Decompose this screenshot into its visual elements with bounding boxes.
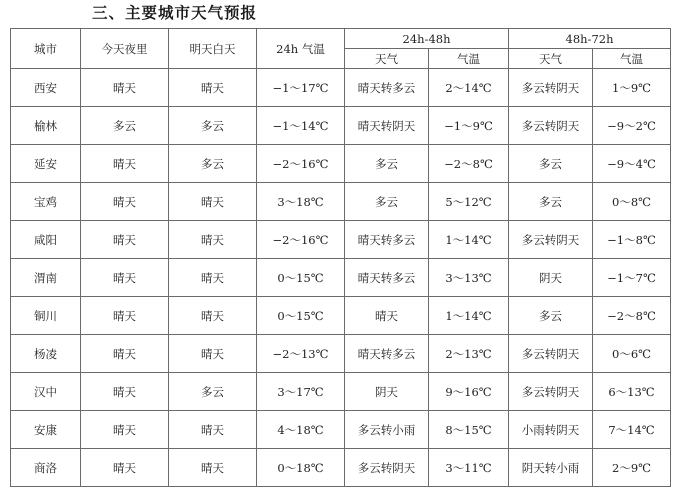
table-row	[11, 145, 671, 183]
cell-temp-48: 5～12℃	[429, 183, 509, 221]
table-row	[11, 107, 671, 145]
cell-tonight: 晴天	[81, 259, 169, 297]
cell-temp-24h: −2～13℃	[257, 335, 345, 373]
cell-tomorrow: 晴天	[169, 411, 257, 449]
cell-city: 榆林	[11, 107, 81, 145]
cell-weather-72: 多云转阴天	[509, 221, 593, 259]
cell-temp-72: 6～13℃	[593, 373, 671, 411]
cell-city: 商洛	[11, 449, 81, 487]
table-row	[11, 221, 671, 259]
cell-weather-48: 多云	[345, 183, 429, 221]
cell-city: 杨凌	[11, 335, 81, 373]
cell-weather-48: 多云转小雨	[345, 411, 429, 449]
cell-weather-72: 多云	[509, 145, 593, 183]
cell-temp-48: −2～8℃	[429, 145, 509, 183]
cell-weather-72: 多云	[509, 183, 593, 221]
table-row	[11, 373, 671, 411]
cell-temp-24h: −1～14℃	[257, 107, 345, 145]
cell-weather-72: 多云	[509, 297, 593, 335]
cell-tomorrow: 多云	[169, 107, 257, 145]
cell-tonight: 晴天	[81, 221, 169, 259]
header-temperature-48: 气温	[429, 49, 509, 69]
table-row	[11, 449, 671, 487]
cell-temp-24h: 0～15℃	[257, 259, 345, 297]
cell-temp-24h: 3～18℃	[257, 183, 345, 221]
cell-tonight: 晴天	[81, 411, 169, 449]
cell-weather-48: 晴天转多云	[345, 335, 429, 373]
cell-temp-72: −9～2℃	[593, 107, 671, 145]
cell-temp-24h: −2～16℃	[257, 221, 345, 259]
header-tomorrow-day: 明天白天	[169, 29, 257, 69]
cell-weather-48: 多云	[345, 145, 429, 183]
cell-weather-48: 晴天	[345, 297, 429, 335]
cell-tomorrow: 多云	[169, 145, 257, 183]
cell-temp-48: −1～9℃	[429, 107, 509, 145]
cell-temp-72: 0～6℃	[593, 335, 671, 373]
cell-weather-72: 多云转阴天	[509, 107, 593, 145]
cell-temp-24h: 0～15℃	[257, 297, 345, 335]
cell-temp-72: −2～8℃	[593, 297, 671, 335]
cell-temp-72: −1～7℃	[593, 259, 671, 297]
cell-temp-24h: 3～17℃	[257, 373, 345, 411]
header-group-48-72: 48h-72h	[509, 29, 671, 49]
cell-tomorrow: 多云	[169, 373, 257, 411]
cell-tomorrow: 晴天	[169, 69, 257, 107]
cell-weather-48: 晴天转阴天	[345, 107, 429, 145]
cell-temp-48: 2～13℃	[429, 335, 509, 373]
cell-temp-72: 1～9℃	[593, 69, 671, 107]
cell-city: 宝鸡	[11, 183, 81, 221]
cell-temp-72: 0～8℃	[593, 183, 671, 221]
cell-weather-48: 阴天	[345, 373, 429, 411]
header-row-top	[11, 29, 671, 49]
table-row	[11, 335, 671, 373]
cell-temp-48: 3～13℃	[429, 259, 509, 297]
cell-weather-72: 多云转阴天	[509, 335, 593, 373]
cell-weather-72: 多云转阴天	[509, 69, 593, 107]
cell-weather-48: 多云转阴天	[345, 449, 429, 487]
table-row	[11, 183, 671, 221]
cell-tonight: 晴天	[81, 183, 169, 221]
cell-temp-48: 9～16℃	[429, 373, 509, 411]
cell-temp-72: −9～4℃	[593, 145, 671, 183]
cell-temp-24h: −2～16℃	[257, 145, 345, 183]
cell-temp-72: 7～14℃	[593, 411, 671, 449]
cell-tonight: 晴天	[81, 449, 169, 487]
cell-weather-72: 小雨转阴天	[509, 411, 593, 449]
cell-tonight: 多云	[81, 107, 169, 145]
cell-city: 延安	[11, 145, 81, 183]
header-group-24-48: 24h-48h	[345, 29, 509, 49]
cell-tomorrow: 晴天	[169, 183, 257, 221]
cell-city: 安康	[11, 411, 81, 449]
cell-tomorrow: 晴天	[169, 297, 257, 335]
cell-tomorrow: 晴天	[169, 335, 257, 373]
header-city: 城市	[11, 29, 81, 69]
cell-temp-72: −1～8℃	[593, 221, 671, 259]
cell-weather-72: 阴天转小雨	[509, 449, 593, 487]
header-weather-72: 天气	[509, 49, 593, 69]
page-title: 三、主要城市天气预报	[92, 4, 258, 22]
cell-city: 铜川	[11, 297, 81, 335]
cell-city: 西安	[11, 69, 81, 107]
cell-city: 汉中	[11, 373, 81, 411]
cell-temp-48: 2～14℃	[429, 69, 509, 107]
cell-tonight: 晴天	[81, 335, 169, 373]
cell-city: 咸阳	[11, 221, 81, 259]
table-row	[11, 411, 671, 449]
cell-tomorrow: 晴天	[169, 259, 257, 297]
cell-tonight: 晴天	[81, 297, 169, 335]
cell-tonight: 晴天	[81, 145, 169, 183]
cell-tonight: 晴天	[81, 373, 169, 411]
cell-weather-48: 晴天转多云	[345, 221, 429, 259]
cell-weather-48: 晴天转多云	[345, 259, 429, 297]
header-temp-24h: 24h 气温	[257, 29, 345, 69]
table-row	[11, 259, 671, 297]
cell-tomorrow: 晴天	[169, 449, 257, 487]
header-weather-48: 天气	[345, 49, 429, 69]
cell-weather-48: 晴天转多云	[345, 69, 429, 107]
header-tonight: 今天夜里	[81, 29, 169, 69]
table-row	[11, 69, 671, 107]
cell-temp-24h: 0～18℃	[257, 449, 345, 487]
cell-temp-48: 8～15℃	[429, 411, 509, 449]
cell-weather-72: 阴天	[509, 259, 593, 297]
cell-weather-72: 多云转阴天	[509, 373, 593, 411]
cell-temp-48: 3～11℃	[429, 449, 509, 487]
cell-temp-48: 1～14℃	[429, 297, 509, 335]
cell-temp-24h: −1～17℃	[257, 69, 345, 107]
cell-temp-48: 1～14℃	[429, 221, 509, 259]
header-temperature-72: 气温	[593, 49, 671, 69]
cell-tonight: 晴天	[81, 69, 169, 107]
table-row	[11, 297, 671, 335]
cell-tomorrow: 晴天	[169, 221, 257, 259]
forecast-table	[10, 28, 671, 487]
cell-temp-24h: 4～18℃	[257, 411, 345, 449]
cell-temp-72: 2～9℃	[593, 449, 671, 487]
cell-city: 渭南	[11, 259, 81, 297]
